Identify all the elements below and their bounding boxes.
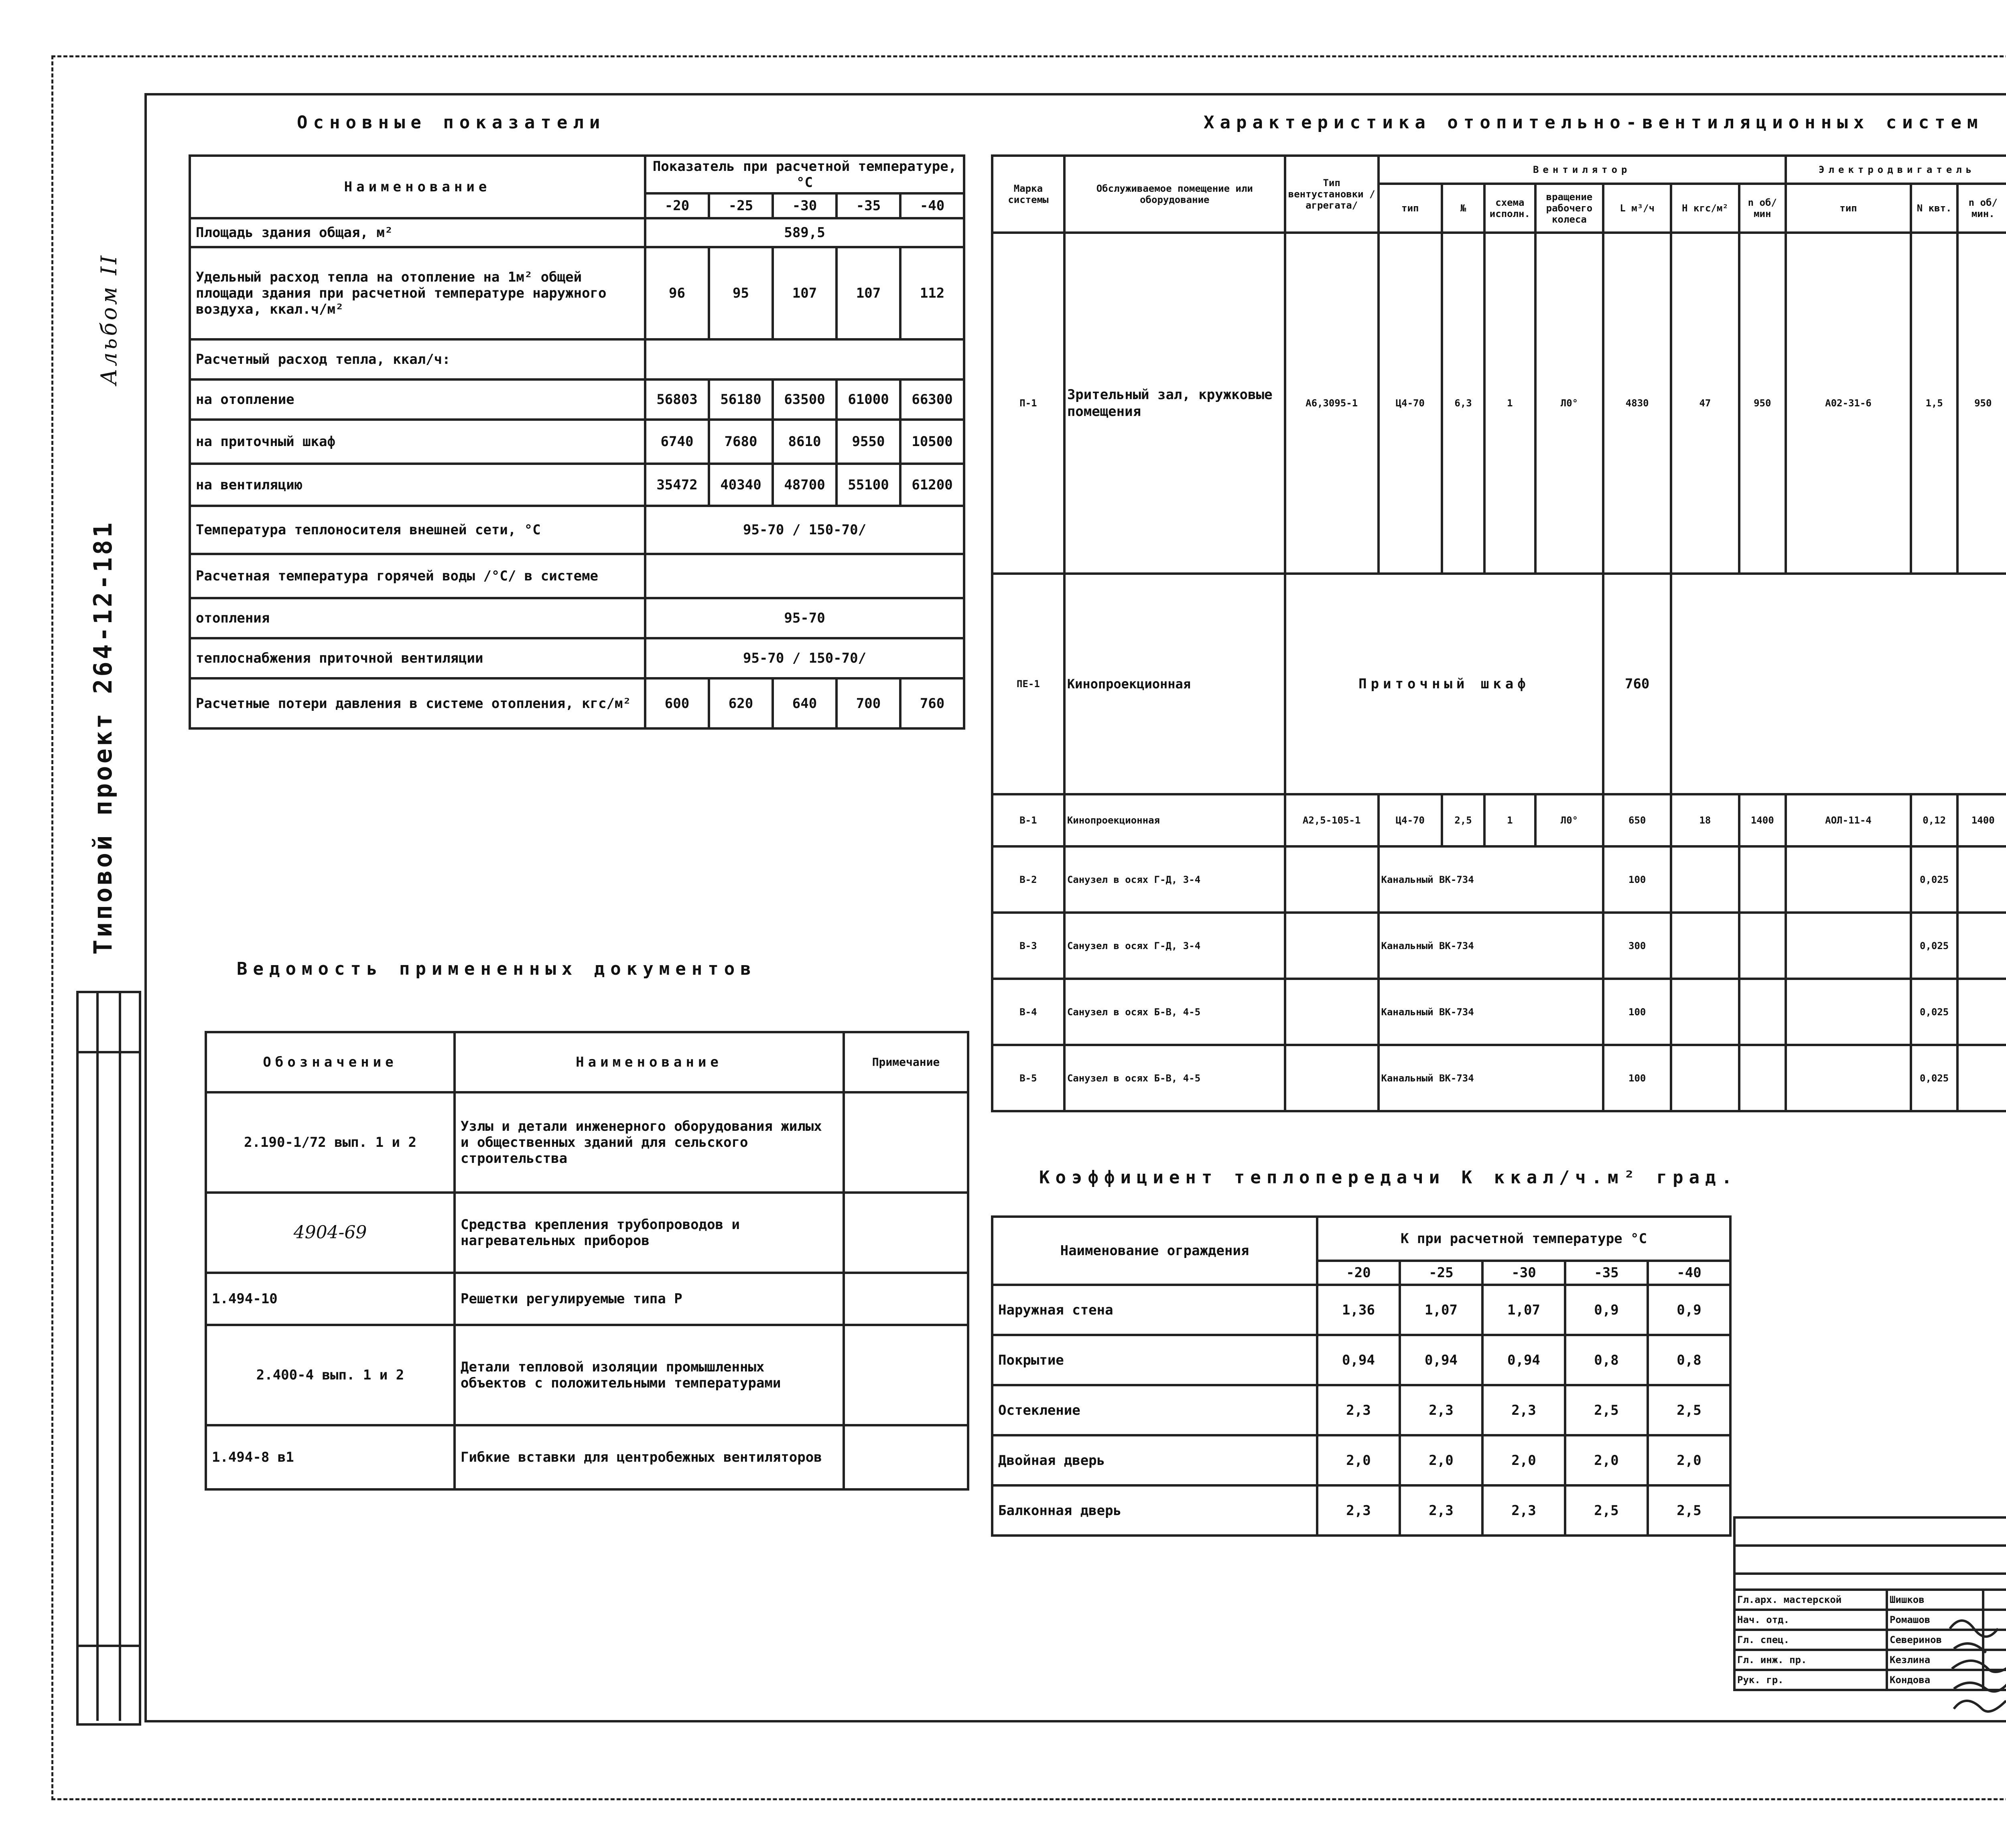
sys-h-mark: Марка системы [992, 156, 1064, 233]
sys-served: Зрительный зал, кружковые помещения [1064, 233, 1285, 574]
stamp-role: Гл. инж. пр. [1734, 1650, 1887, 1670]
systems-title: Характеристика отопительно-вентиляционных систем [1204, 112, 1984, 133]
stamp-role: Гл.арх. мастерской [1734, 1590, 1887, 1610]
stamp-person: Кондова [1887, 1670, 1983, 1690]
sys-h-fan-col: L м³/ч [1603, 184, 1671, 233]
coef-value: 2,3 [1400, 1485, 1482, 1536]
indicator-value: 600 [645, 678, 709, 728]
stamp-sign [1983, 1590, 2006, 1610]
indicator-value: 61000 [837, 379, 900, 420]
temp-header: -35 [837, 193, 900, 218]
coef-temp-header: -20 [1317, 1261, 1400, 1285]
indicator-name: теплоснабжения приточной вентиляции [190, 638, 645, 678]
sys-rotation: Л0° [1535, 794, 1603, 846]
indicator-name: Удельный расход тепла на отопление на 1м² общей площади здания при расчетной температуре наружного воздуха, ккал.ч/м² [190, 247, 645, 339]
doc-name: Решетки регулируемые типа Р [455, 1273, 844, 1325]
stamp-person: Ромашов [1887, 1610, 1983, 1630]
signatures [1946, 1617, 2006, 1721]
sys-N: 0,025 [1911, 846, 1957, 913]
doc-name: Детали тепловой изоляции промышленных объектов с положительными температурами [455, 1325, 844, 1425]
stamp-revisions [1734, 1546, 2006, 1574]
indicator-name: на отопление [190, 379, 645, 420]
sys-H [1671, 979, 1739, 1045]
doc-name: Узлы и детали инженерного оборудования жилых и общественных зданий для сельского строительства [455, 1092, 844, 1193]
coef-value: 1,36 [1317, 1285, 1400, 1335]
sys-N: 0,12 [1911, 794, 1957, 846]
coef-value: 0,94 [1400, 1335, 1482, 1385]
indicator-merged: 95-70 [645, 598, 964, 638]
indicator-value: 9550 [837, 420, 900, 464]
sys-motor [1786, 846, 1911, 913]
sys-L: 4830 [1603, 233, 1671, 574]
sys-L: 100 [1603, 1045, 1671, 1111]
coef-value: 2,5 [1648, 1385, 1730, 1435]
stamp-person: Кезлина [1887, 1650, 1983, 1670]
coef-value: 2,0 [1400, 1435, 1482, 1485]
sys-fan: Канальный ВК-734 [1379, 913, 1604, 979]
indicator-value: 56180 [709, 379, 773, 420]
sys-fan: Канальный ВК-734 [1379, 1045, 1604, 1111]
indicator-value: 10500 [900, 420, 964, 464]
indicator-value: 107 [773, 247, 837, 339]
coef-value: 0,9 [1565, 1285, 1648, 1335]
sys-n: 950 [1739, 233, 1786, 574]
indicator-value: 620 [709, 678, 773, 728]
sys-motor: АОЛ-11-4 [1786, 794, 1911, 846]
indicator-value: 48700 [773, 464, 837, 506]
coef-table [991, 1215, 1732, 1537]
coef-temp-header: -40 [1648, 1261, 1730, 1285]
doc-code: 2.190-1/72 вып. 1 и 2 [206, 1092, 455, 1193]
sys-fan: Канальный ВК-734 [1379, 846, 1604, 913]
indicator-value: 107 [837, 247, 900, 339]
sys-mark: В-1 [992, 794, 1064, 846]
coef-name: Балконная дверь [992, 1485, 1317, 1536]
sys-H: 47 [1671, 233, 1739, 574]
sys-unit [1285, 913, 1379, 979]
sys-served: Санузел в осях Б-В, 4-5 [1064, 1045, 1285, 1111]
project-vertical: Типовой проект 264-12-181 [88, 520, 118, 955]
coef-title: Коэффициент теплопередачи К ккал/ч.м² град. [1039, 1167, 1738, 1188]
coef-value: 2,5 [1565, 1485, 1648, 1536]
sys-motor: А02-31-6 [1786, 233, 1911, 574]
coef-value: 1,07 [1482, 1285, 1565, 1335]
coef-temp-header: -30 [1482, 1261, 1565, 1285]
sys-fan-type: Ц4-70 [1379, 794, 1442, 846]
sys-H [1671, 1045, 1739, 1111]
sys-h-served: Обслуживаемое помещение или оборудование [1064, 156, 1285, 233]
sys-mn [1957, 846, 2006, 913]
indicator-value: 35472 [645, 464, 709, 506]
coef-name: Покрытие [992, 1335, 1317, 1385]
sys-scheme: 1 [1484, 794, 1535, 846]
indicator-name: Расчетные потери давления в системе отопления, кгс/м² [190, 678, 645, 728]
sys-L: 100 [1603, 979, 1671, 1045]
sys-h-fan-col: № [1442, 184, 1484, 233]
stamp-role: Нач. отд. [1734, 1610, 1887, 1630]
docs-header-note: Примечание [844, 1032, 968, 1092]
sys-h-motor-col: n об/мин. [1957, 184, 2006, 233]
stamp-role: Гл. спец. [1734, 1630, 1887, 1650]
sys-rotation: Л0° [1535, 233, 1603, 574]
sys-served: Санузел в осях Г-Д, 3-4 [1064, 846, 1285, 913]
sys-mark: В-4 [992, 979, 1064, 1045]
sys-h-motor-col: тип [1786, 184, 1911, 233]
sys-unit: А2,5-105-1 [1285, 794, 1379, 846]
sys-n [1739, 846, 1786, 913]
sys-n [1739, 979, 1786, 1045]
sys-H [1671, 846, 1739, 913]
sys-served: Кинопроекционная [1064, 574, 1285, 794]
coef-name: Наружная стена [992, 1285, 1317, 1335]
coef-value: 2,3 [1482, 1485, 1565, 1536]
doc-note [844, 1273, 968, 1325]
indicator-value: 760 [900, 678, 964, 728]
sys-served: Кинопроекционная [1064, 794, 1285, 846]
indicator-value: 95 [709, 247, 773, 339]
sys-h-fan-col: тип [1379, 184, 1442, 233]
coef-name-header: Наименование ограждения [992, 1217, 1317, 1285]
sys-N: 0,025 [1911, 979, 1957, 1045]
docs-table [205, 1031, 969, 1491]
indicators-group-header: Показатель при расчетной температуре, °С [645, 156, 964, 193]
coef-value: 2,0 [1648, 1435, 1730, 1485]
sys-mn [1957, 913, 2006, 979]
indicators-table [189, 154, 965, 730]
sys-L: 300 [1603, 913, 1671, 979]
systems-table [991, 154, 2006, 1112]
sys-mn: 1400 [1957, 794, 2006, 846]
coef-name: Двойная дверь [992, 1435, 1317, 1485]
sys-fan-no: 6,3 [1442, 233, 1484, 574]
indicator-name: на вентиляцию [190, 464, 645, 506]
indicator-merged: 95-70 / 150-70/ [645, 506, 964, 554]
sys-unit: Приточный шкаф [1285, 574, 1603, 794]
indicator-merged: 589,5 [645, 218, 964, 247]
coef-value: 2,5 [1648, 1485, 1730, 1536]
temp-header: -40 [900, 193, 964, 218]
sys-h-fan-col: n об/мин [1739, 184, 1786, 233]
sys-served: Санузел в осях Г-Д, 3-4 [1064, 913, 1285, 979]
sys-mark: В-3 [992, 913, 1064, 979]
sys-N: 0,025 [1911, 913, 1957, 979]
indicator-name: Расчетная температура горячей воды /°С/ в системе [190, 554, 645, 598]
sys-motor [1786, 979, 1911, 1045]
indicator-name: Температура теплоносителя внешней сети, °С [190, 506, 645, 554]
sys-N: 1,5 [1911, 233, 1957, 574]
sys-motor [1786, 1045, 1911, 1111]
stamp-person: Северинов [1887, 1630, 1983, 1650]
doc-note [844, 1325, 968, 1425]
sys-empty [1671, 574, 2006, 794]
docs-title: Ведомость примененных документов [237, 959, 757, 979]
coef-group-header: К при расчетной температуре °С [1317, 1217, 1730, 1261]
coef-temp-header: -25 [1400, 1261, 1482, 1285]
sys-unit [1285, 979, 1379, 1045]
sys-fan: Канальный ВК-734 [1379, 979, 1604, 1045]
sys-L: 100 [1603, 846, 1671, 913]
sys-mark: В-5 [992, 1045, 1064, 1111]
stamp-role: Рук. гр. [1734, 1670, 1887, 1690]
indicator-value: 66300 [900, 379, 964, 420]
sys-unit [1285, 846, 1379, 913]
margin-strip-lines [96, 991, 121, 1721]
sys-N: 0,025 [1911, 1045, 1957, 1111]
docs-header-code: Обозначение [206, 1032, 455, 1092]
sys-h-unit: Тип вентустановки /агрегата/ [1285, 156, 1379, 233]
doc-code: 1.494-10 [206, 1273, 455, 1325]
indicator-value: 700 [837, 678, 900, 728]
docs-header-name: Наименование [455, 1032, 844, 1092]
coef-value: 2,3 [1317, 1485, 1400, 1536]
coef-value: 1,07 [1400, 1285, 1482, 1335]
indicator-merged: 95-70 / 150-70/ [645, 638, 964, 678]
sys-served: Санузел в осях Б-В, 4-5 [1064, 979, 1285, 1045]
indicator-value: 56803 [645, 379, 709, 420]
sys-h-motor: Электродвигатель [1786, 156, 2006, 184]
coef-value: 0,94 [1482, 1335, 1565, 1385]
coef-value: 2,3 [1482, 1385, 1565, 1435]
doc-code: 2.400-4 вып. 1 и 2 [206, 1325, 455, 1425]
doc-name: Гибкие вставки для центробежных вентиляторов [455, 1425, 844, 1489]
coef-value: 2,0 [1482, 1435, 1565, 1485]
indicator-value: 7680 [709, 420, 773, 464]
coef-value: 2,0 [1565, 1435, 1648, 1485]
coef-value: 0,8 [1648, 1335, 1730, 1385]
coef-value: 2,0 [1317, 1435, 1400, 1485]
coef-name: Остекление [992, 1385, 1317, 1435]
indicator-name: Расчетный расход тепла, ккал/ч: [190, 339, 645, 379]
sys-H: 18 [1671, 794, 1739, 846]
sys-unit: А6,3095-1 [1285, 233, 1379, 574]
sys-L: 760 [1603, 574, 1671, 794]
sys-motor [1786, 913, 1911, 979]
indicator-value: 96 [645, 247, 709, 339]
sys-mark: В-2 [992, 846, 1064, 913]
coef-value: 2,3 [1317, 1385, 1400, 1435]
indicator-name: Площадь здания общая, м² [190, 218, 645, 247]
indicator-name: на приточный шкаф [190, 420, 645, 464]
indicator-value: 8610 [773, 420, 837, 464]
doc-note [844, 1193, 968, 1273]
sys-fan-type: Ц4-70 [1379, 233, 1442, 574]
indicator-value: 61200 [900, 464, 964, 506]
sys-h-fan-col: вращение рабочего колеса [1535, 184, 1603, 233]
indicator-merged [645, 554, 964, 598]
sys-h-motor-col: N квт. [1911, 184, 1957, 233]
coef-value: 0,94 [1317, 1335, 1400, 1385]
doc-code: 4904-69 [206, 1193, 455, 1273]
sys-mn: 950 [1957, 233, 2006, 574]
sys-mn [1957, 1045, 2006, 1111]
indicator-name: отопления [190, 598, 645, 638]
coef-value: 2,3 [1400, 1385, 1482, 1435]
sys-L: 650 [1603, 794, 1671, 846]
temp-header: -30 [773, 193, 837, 218]
indicators-title: Основные показатели [297, 112, 606, 133]
stamp-revisions [1734, 1517, 2006, 1546]
coef-value: 2,5 [1565, 1385, 1648, 1435]
doc-code: 1.494-8 в1 [206, 1425, 455, 1489]
series-code: Альбом II [96, 253, 122, 385]
sys-mark: ПЕ-1 [992, 574, 1064, 794]
sys-n [1739, 913, 1786, 979]
margin-hline [76, 1051, 140, 1053]
sys-H [1671, 913, 1739, 979]
coef-value: 0,9 [1648, 1285, 1730, 1335]
doc-name: Средства крепления трубопроводов и нагревательных приборов [455, 1193, 844, 1273]
sys-n [1739, 1045, 1786, 1111]
temp-header: -25 [709, 193, 773, 218]
indicator-merged [645, 339, 964, 379]
indicator-value: 112 [900, 247, 964, 339]
coef-value: 0,8 [1565, 1335, 1648, 1385]
doc-note [844, 1425, 968, 1489]
indicator-value: 40340 [709, 464, 773, 506]
indicator-value: 640 [773, 678, 837, 728]
temp-header: -20 [645, 193, 709, 218]
sys-h-fan: Вентилятор [1379, 156, 1786, 184]
coef-temp-header: -35 [1565, 1261, 1648, 1285]
sys-mn [1957, 979, 2006, 1045]
sys-scheme: 1 [1484, 233, 1535, 574]
indicator-value: 55100 [837, 464, 900, 506]
stamp-person: Шишков [1887, 1590, 1983, 1610]
stamp-revisions [1734, 1574, 2006, 1590]
sys-h-fan-col: H кгс/м² [1671, 184, 1739, 233]
margin-hline [76, 1645, 140, 1647]
sys-unit [1285, 1045, 1379, 1111]
indicators-name-header: Наименование [190, 156, 645, 218]
sys-n: 1400 [1739, 794, 1786, 846]
sys-fan-no: 2,5 [1442, 794, 1484, 846]
sys-h-fan-col: схема исполн. [1484, 184, 1535, 233]
sys-mark: П-1 [992, 233, 1064, 574]
indicator-value: 6740 [645, 420, 709, 464]
doc-note [844, 1092, 968, 1193]
indicator-value: 63500 [773, 379, 837, 420]
